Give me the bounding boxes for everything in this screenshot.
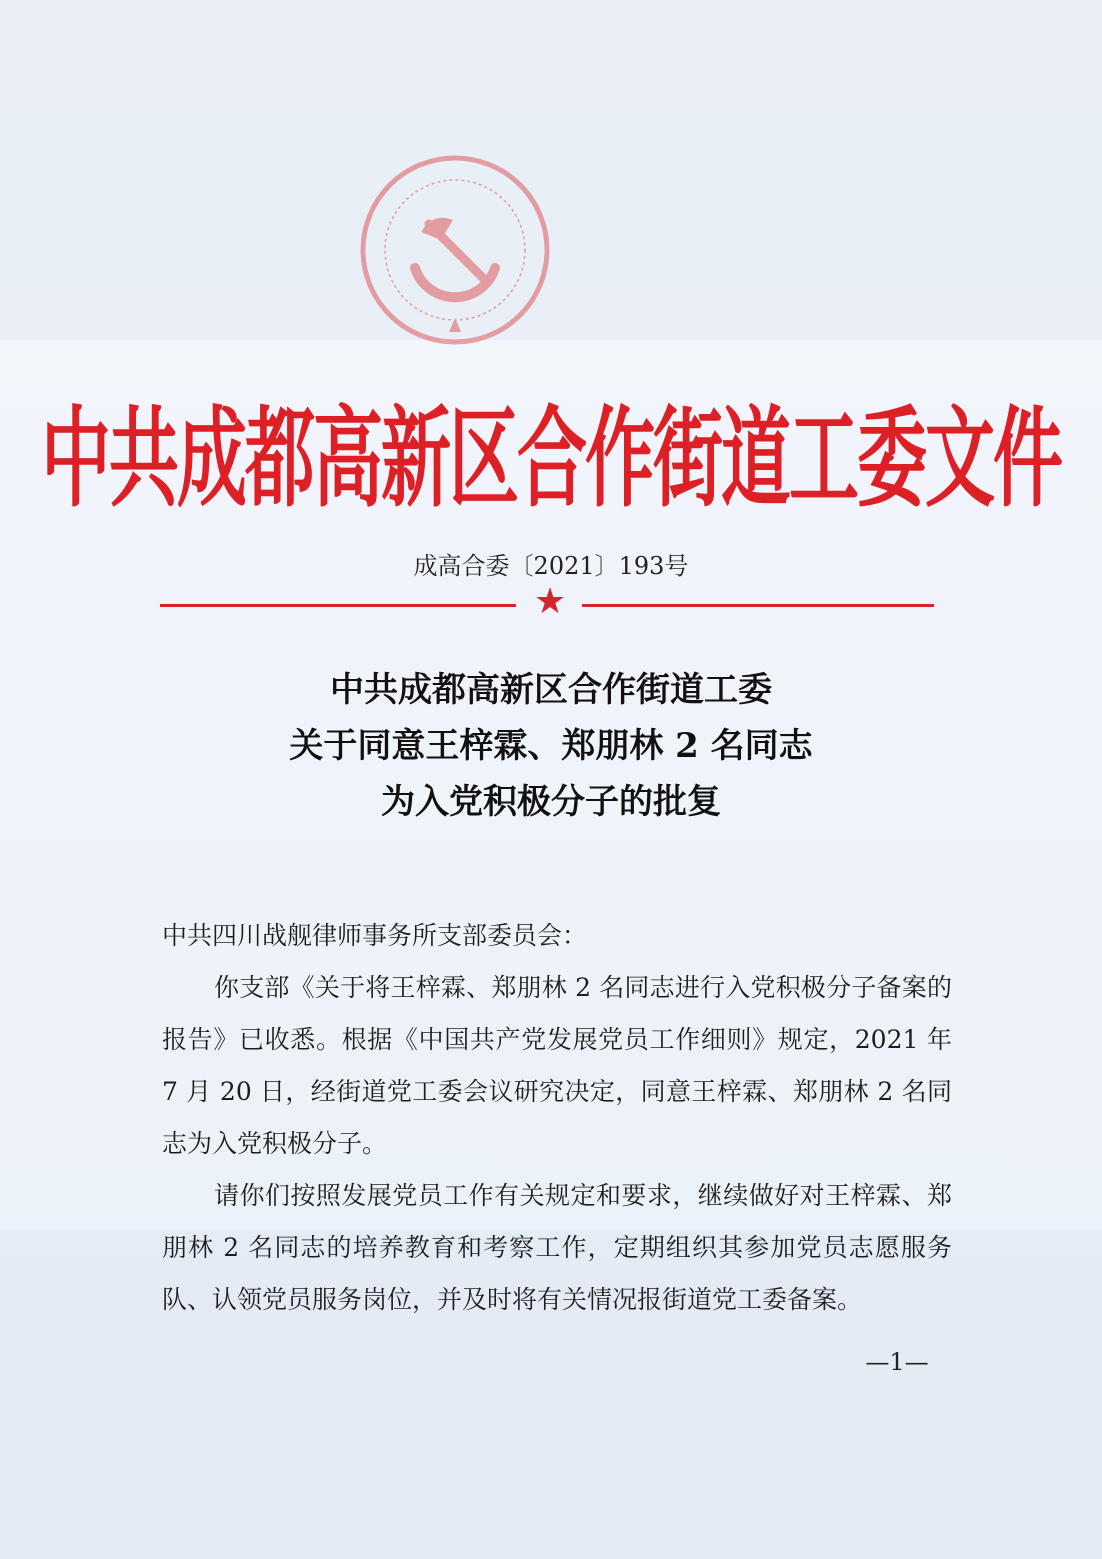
subject-line-2: 关于同意王梓霖、郑朋林 2 名同志	[289, 726, 813, 766]
subject-line-1: 中共成都高新区合作街道工委	[330, 670, 772, 710]
red-divider-left	[160, 604, 516, 607]
body-paragraph-2: 请你们按照发展党员工作有关规定和要求，继续做好对王梓霖、郑朋林 2 名同志的培养教育和考察工作，定期组织其参加党员志愿服务队、认领党员服务岗位，并及时将有关情况报街道党工委备案。	[162, 1181, 952, 1314]
body-paragraph-1: 你支部《关于将王梓霖、郑朋林 2 名同志进行入党积极分子备案的报告》已收悉。根据《中国共产党发展党员工作细则》规定，2021 年 7 月 20 日，经街道党工委会议研究决定，同意王梓霖、郑朋林 2 名同志为入党积极分子。	[162, 973, 952, 1158]
document-body	[162, 910, 952, 1326]
star-icon: ★	[533, 581, 567, 622]
party-seal-icon	[355, 150, 555, 350]
salutation: 中共四川战舰律师事务所支部委员会：	[162, 921, 588, 950]
red-divider-right	[582, 604, 934, 607]
subject-line-3: 为入党积极分子的批复	[381, 782, 721, 822]
page-number: —1—	[865, 1348, 929, 1376]
document-title: 中共成都高新区合作街道工委文件	[41, 395, 1061, 523]
document-number: 成高合委〔2021〕193号	[413, 552, 689, 580]
document-subject	[0, 662, 1102, 830]
